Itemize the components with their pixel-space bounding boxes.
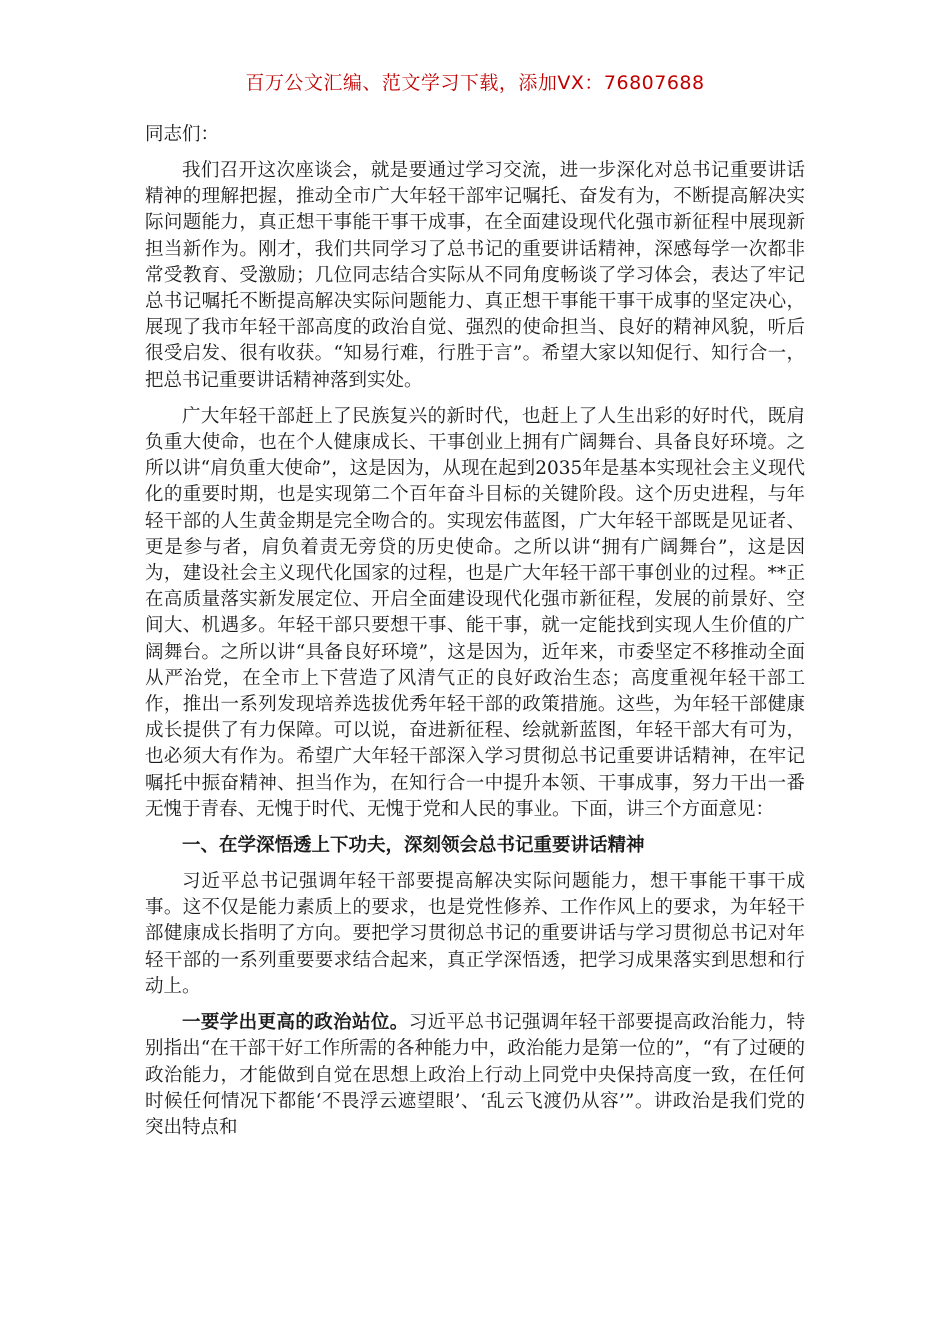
paragraph-context: 广大年轻干部赶上了民族复兴的新时代，也赶上了人生出彩的好时代，既肩负重大使命，也在个人健康成长、干事创业上拥有广阔舞台、具备良好环境。之所以讲“肩负重大使命”，这是因为，从现在起到2035年是基本实现社会主义现代化的重要时期，也是实现第二个百年奋斗目标的关键阶段。这个历史进程，与年轻干部的人生黄金期是完全吻合的。实现宏伟蓝图，广大年轻干部既是见证者、更是参与者，肩负着责无旁贷的历史使命。之所以讲“拥有广阔舞台”，这是因为，建设社会主义现代化国家的过程，也是广大年轻干部干事创业的过程。**正在高质量落实新发展定位、开启全面建设现代化强市新征程，发展的前景好、空间大、机遇多。年轻干部只要想干事、能干事，就一定能找到实现人生价值的广阔舞台。之所以讲“具备良好环境”，这是因为，近年来，市委坚定不移推动全面从严治党，在全市上下营造了风清气正的良好政治生态；高度重视年轻干部工作，推出一系列发现培养选拔优秀年轻干部的政策措施。这些，为年轻干部健康成长提供了有力保障。可以说，奋进新征程、绘就新蓝图，年轻干部大有可为，也必须大有作为。希望广大年轻干部深入学习贯彻总书记重要讲话精神，在牢记嘱托中振奋精神、担当作为，在知行合一中提升本领、干事成事，努力干出一番无愧于青春、无愧于时代、无愧于党和人民的事业。下面，讲三个方面意见： [145, 405, 805, 820]
point-1-lead: 一要学出更高的政治站位。 [182, 1012, 409, 1034]
section-1-intro: 习近平总书记强调年轻干部要提高解决实际问题能力，想干事能干事干成事。这不仅是能力素质上的要求，也是党性修养、工作作风上的要求，为年轻干部健康成长指明了方向。要把学习贯彻总书记的重要讲话与学习贯彻总书记对年轻干部的一系列重要要求结合起来，真正学深悟透，把学习成果落实到思想和行动上。 [145, 871, 805, 997]
section-heading-1: 一、在学深悟透上下功夫，深刻领会总书记重要讲话精神 [182, 835, 645, 857]
document-body [145, 122, 805, 1151]
paragraph-opening: 我们召开这次座谈会，就是要通过学习交流，进一步深化对总书记重要讲话精神的理解把握，推动全市广大年轻干部牢记嘱托、奋发有为，不断提高解决实际问题能力，真正想干事能干事干成事，在全面建设现代化强市新征程中展现新担当新作为。刚才，我们共同学习了总书记的重要讲话精神，深感每学一次都非常受教育、受激励；几位同志结合实际从不同角度畅谈了学习体会，表达了牢记总书记嘱托不断提高解决实际问题能力、真正想干事能干事干成事的坚定决心，展现了我市年轻干部高度的政治自觉、强烈的使命担当、良好的精神风貌，听后很受启发、很有收获。“知易行难，行胜于言”。希望大家以知促行、知行合一，把总书记重要讲话精神落到实处。 [145, 160, 805, 391]
point-1-text: 习近平总书记强调年轻干部要提高政治能力，特别指出“在干部干好工作所需的各种能力中，政治能力是第一位的”，“有了过硬的政治能力，才能做到自觉在思想上政治上行动上同党中央保持高度一致，在任何时候任何情况下都能‘不畏浮云遮望眼’、‘乱云飞渡仍从容’”。讲政治是我们党的突出特点和 [145, 1012, 805, 1138]
section-1-point-1 [145, 1010, 805, 1141]
watermark-header: 百万公文汇编、范文学习下载，添加VX：76807688 [245, 72, 705, 94]
salutation: 同志们： [145, 124, 220, 145]
